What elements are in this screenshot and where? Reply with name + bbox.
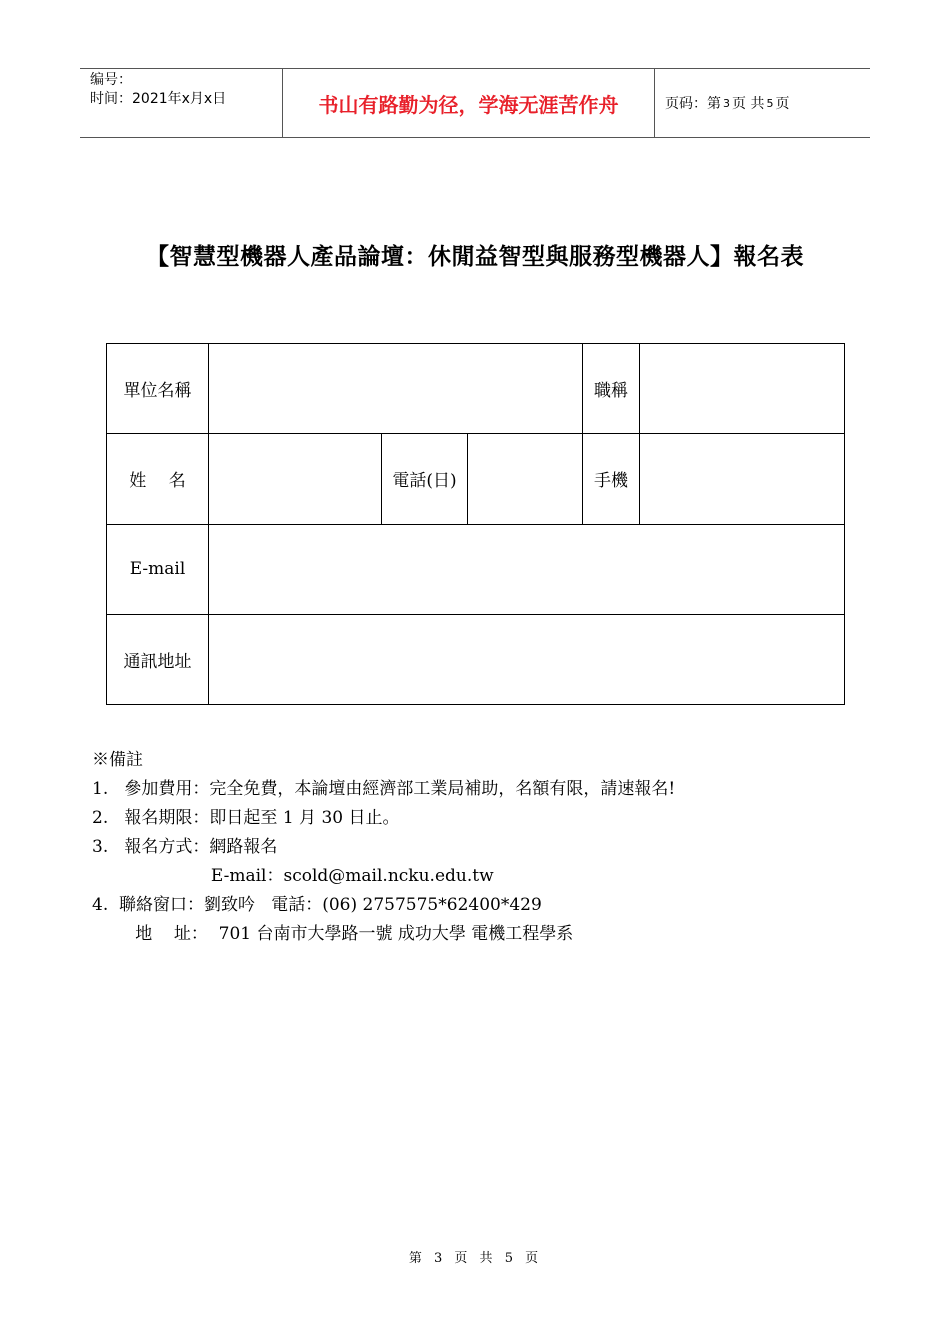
job-title-field[interactable]	[640, 344, 845, 434]
note-line: 1. 參加費用：完全免費，本論壇由經濟部工業局補助，名額有限，請速報名!	[92, 779, 676, 799]
page-label: 页码：第	[665, 96, 721, 112]
page-total: 5	[766, 96, 774, 110]
note-line: 2. 報名期限：即日起至 1 月 30 日止。	[92, 808, 400, 828]
mobile-field[interactable]	[640, 434, 845, 524]
header-info	[80, 69, 282, 137]
page-header	[80, 68, 870, 138]
phone-day-label: 電話(日)	[382, 434, 468, 524]
form-title: 【智慧型機器人產品論壇：休閒益智型與服務型機器人】報名表	[146, 243, 804, 270]
registration-form-table	[106, 343, 845, 705]
address-field[interactable]	[209, 614, 845, 704]
phone-day-field[interactable]	[468, 434, 583, 524]
page-footer: 第 3 页 共 5 页	[408, 1251, 542, 1266]
note-line: 3. 報名方式：網路報名	[92, 837, 278, 857]
page-current: 3	[723, 96, 730, 110]
notes-section	[92, 746, 675, 949]
note-line: E-mail：scold@mail.ncku.edu.tw	[92, 866, 494, 886]
number-label: 编号：	[90, 72, 132, 88]
page-mid: 页 共	[732, 96, 765, 112]
name-field[interactable]	[209, 434, 382, 524]
note-line: 地 址： 701 台南市大學路一號 成功大學 電機工程學系	[92, 924, 574, 944]
name-label: 姓 名	[107, 434, 209, 524]
email-label: E-mail	[107, 524, 209, 614]
job-title-label: 職稱	[583, 344, 640, 434]
header-motto: 书山有路勤为径，学海无涯苦作舟	[282, 69, 655, 137]
header-page-info	[655, 69, 870, 137]
table-row	[107, 344, 845, 434]
mobile-label: 手機	[583, 434, 640, 524]
org-name-field[interactable]	[209, 344, 583, 434]
address-label: 通訊地址	[107, 614, 209, 704]
notes-heading: ※備註	[92, 750, 143, 770]
email-field[interactable]	[209, 524, 845, 614]
table-row	[107, 524, 845, 614]
table-row	[107, 434, 845, 524]
table-row	[107, 614, 845, 704]
note-line: 4. 聯絡窗口：劉致吟 電話：(06) 2757575*62400*429	[92, 895, 542, 915]
page-suffix: 页	[775, 96, 790, 112]
time-label: 时间：2021年x月x日	[90, 91, 227, 107]
org-name-label: 單位名稱	[107, 344, 209, 434]
